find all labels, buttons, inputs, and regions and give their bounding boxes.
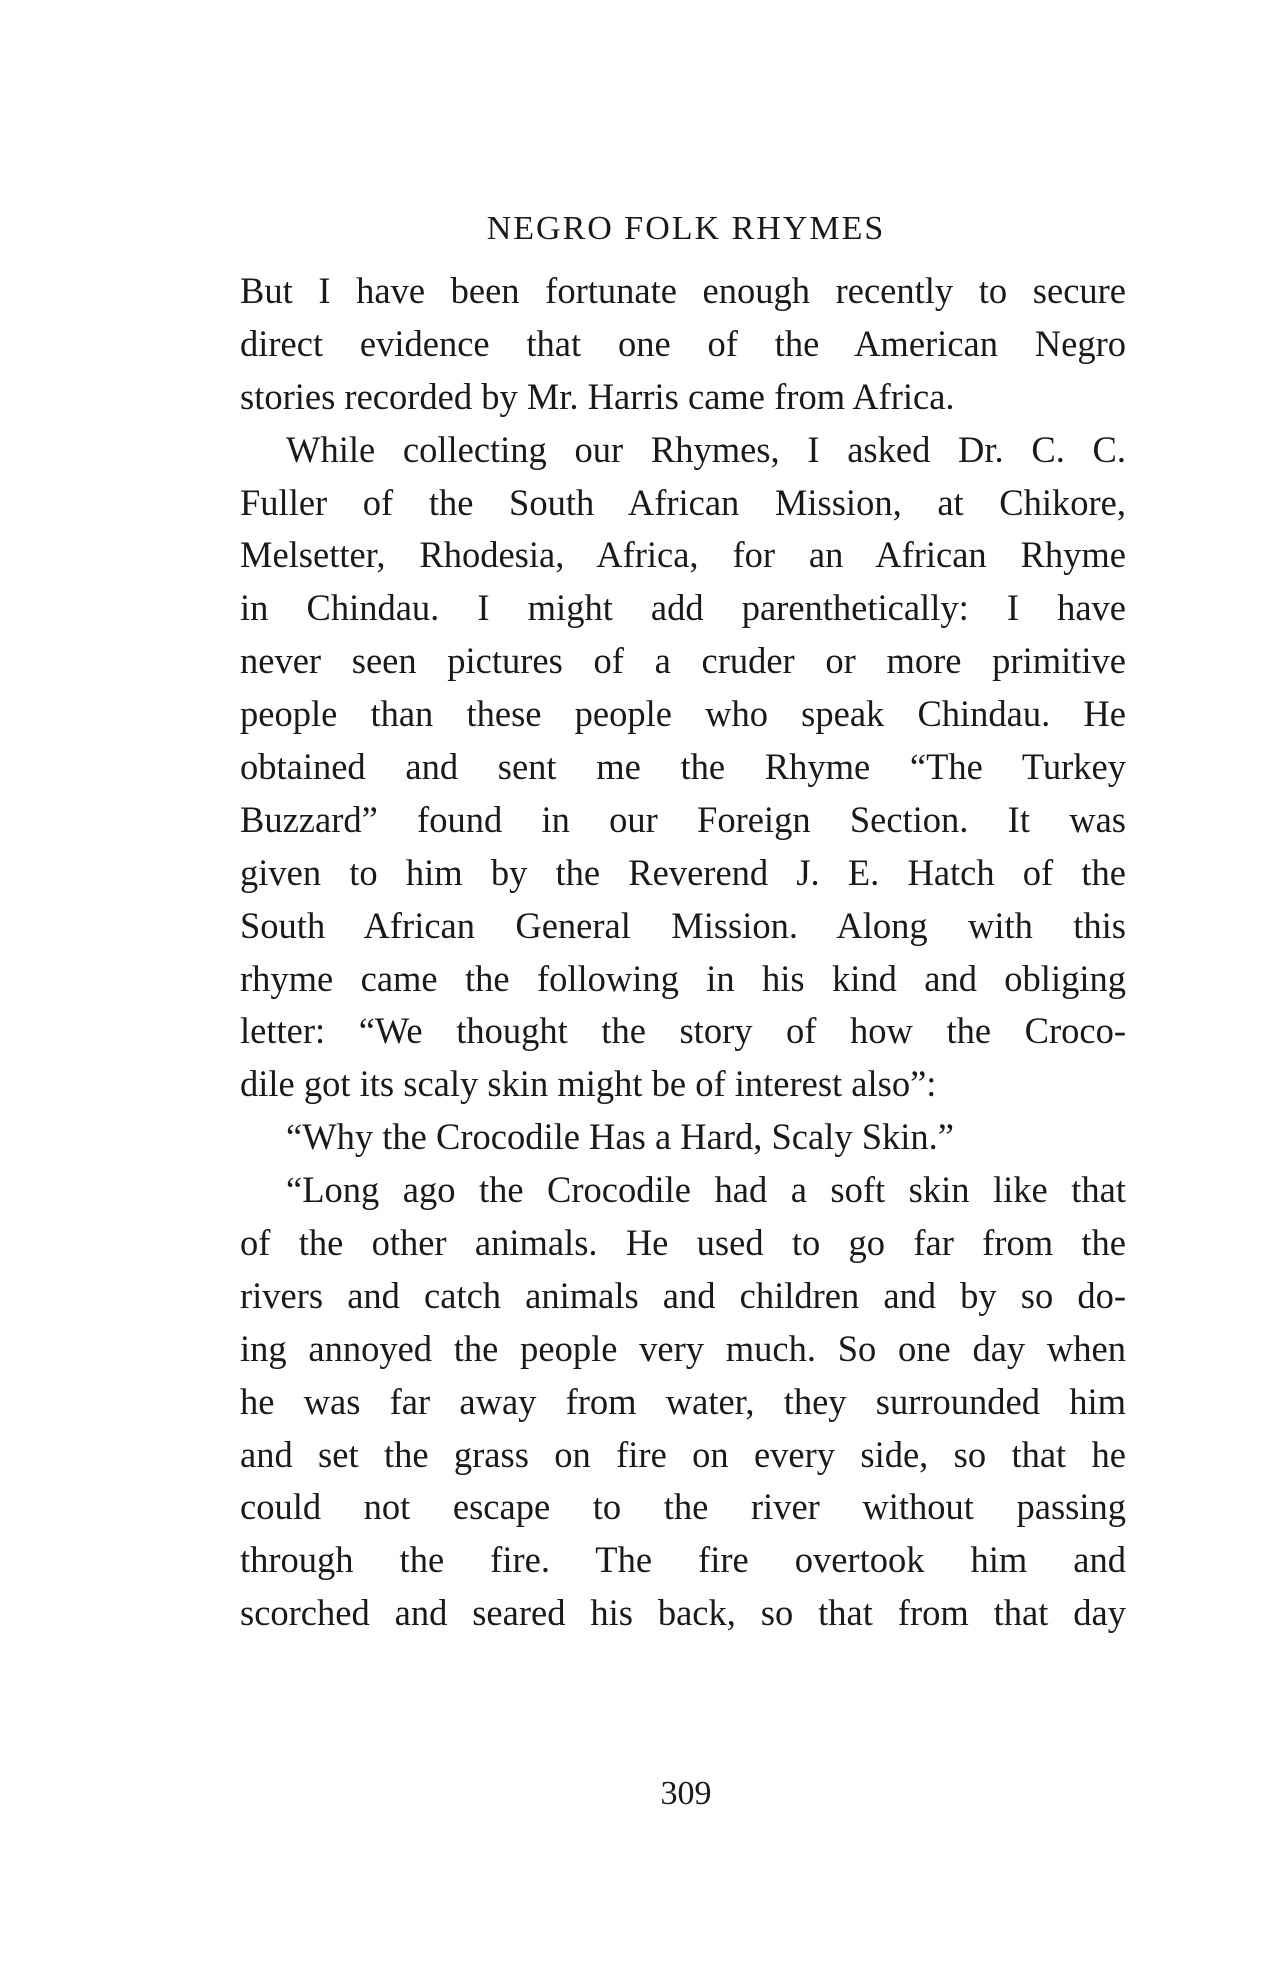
text-line: through the fire. The fire overtook him and: [240, 1539, 1126, 1581]
text-line: in Chindau. I might add parenthetically: I have: [240, 587, 1126, 629]
text-line: rivers and catch animals and children and by so do-: [240, 1274, 1126, 1316]
text-line: letter: “We thought the story of how the Croco-: [240, 1010, 1126, 1052]
text-line: rhyme came the following in his kind and obliging: [240, 957, 1126, 999]
text-line: Buzzard” found in our Foreign Section. It was: [240, 798, 1126, 840]
text-line: scorched and seared his back, so that from that day: [240, 1592, 1126, 1634]
running-head-title: NEGRO FOLK RHYMES: [486, 210, 886, 247]
text-line: “Why the Crocodile Has a Hard, Scaly Skin.”: [286, 1116, 954, 1158]
text-line: While collecting our Rhymes, I asked Dr. C. C.: [286, 428, 1126, 470]
text-line: Fuller of the South African Mission, at Chikore,: [240, 481, 1126, 523]
text-line: he was far away from water, they surrounded him: [240, 1380, 1126, 1422]
text-line: But I have been fortunate enough recently to secure: [240, 270, 1126, 311]
text-line: stories recorded by Mr. Harris came from Africa.: [240, 375, 955, 417]
body-text: [240, 265, 1126, 1640]
text-line: ing annoyed the people very much. So one day when: [240, 1327, 1126, 1369]
text-line: direct evidence that one of the American Negro: [240, 322, 1126, 364]
text-line: given to him by the Reverend J. E. Hatch of the: [240, 851, 1126, 893]
page-number: 309: [660, 1775, 712, 1812]
text-line: people than these people who speak Chindau. He: [240, 693, 1126, 735]
text-line: never seen pictures of a cruder or more primitive: [240, 640, 1126, 682]
text-line: “Long ago the Crocodile had a soft skin like that: [286, 1169, 1126, 1211]
text-line: obtained and sent me the Rhyme “The Turkey: [240, 746, 1126, 788]
text-line: Melsetter, Rhodesia, Africa, for an African Rhyme: [240, 534, 1126, 576]
text-line: could not escape to the river without passing: [240, 1486, 1126, 1528]
text-line: of the other animals. He used to go far from the: [240, 1222, 1126, 1264]
text-line: dile got its scaly skin might be of interest also”:: [240, 1063, 937, 1105]
text-line: South African General Mission. Along with this: [240, 904, 1126, 946]
text-line: and set the grass on fire on every side, so that he: [240, 1433, 1126, 1475]
